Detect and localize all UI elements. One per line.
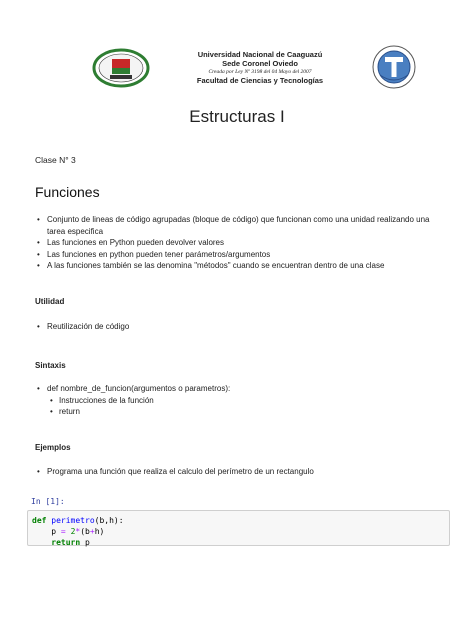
sintaxis-list [35, 383, 230, 418]
campus-name: Sede Coronel Oviedo [222, 58, 298, 68]
code-text: h) [94, 527, 105, 536]
class-number: Clase N° 3 [35, 155, 76, 165]
code-text: p [32, 527, 61, 536]
code-operator: = [60, 527, 66, 536]
list-item: • Conjunto de lineas de código agrupadas (bloque de código) que funcionan como una unidad realizando una tarea especifica [35, 214, 445, 237]
section-heading-funciones: Funciones [35, 184, 100, 200]
creation-note: Creada por Ley Nº 3198 del 04 Mayo del 2007 [208, 69, 312, 75]
code-number: 2 [70, 527, 76, 536]
code-text: (b [80, 527, 90, 536]
list-item: • Las funciones en python pueden tener parámetros/argumentos [35, 249, 445, 261]
code-operator: + [89, 527, 95, 536]
section-heading-sintaxis: Sintaxis [35, 361, 66, 370]
cell-prompt: In [1]: [31, 497, 65, 506]
university-logo [92, 48, 150, 88]
university-name: Universidad Nacional de Caaguazú [197, 50, 323, 59]
page-title: Estructuras I [189, 107, 285, 126]
section-heading-utilidad: Utilidad [35, 297, 65, 306]
faculty-name: Facultad de Ciencias y Tecnologías [196, 75, 324, 85]
code-cell[interactable] [27, 510, 450, 546]
ejemplos-list [35, 466, 314, 478]
list-item: • def nombre_de_funcion(argumentos o parametros): [35, 383, 230, 395]
code-keyword: return [32, 538, 81, 547]
document-header [0, 40, 474, 110]
code-function-name: perimetro [51, 516, 95, 525]
code-block [32, 515, 124, 548]
section-heading-ejemplos: Ejemplos [35, 443, 71, 452]
sub-list-item: • return [35, 406, 230, 418]
utilidad-list [35, 321, 129, 333]
list-item: • Las funciones en Python pueden devolver valores [35, 237, 445, 249]
list-item: • A las funciones también se las denomina "métodos" cuando se encuentran dentro de una clase [35, 260, 445, 272]
code-text: p [80, 538, 90, 547]
code-keyword: def [32, 516, 47, 525]
code-text: (b,h): [94, 516, 124, 525]
funciones-list [35, 214, 445, 272]
list-item: • Reutilización de código [35, 321, 129, 333]
faculty-logo [372, 45, 416, 89]
sub-list-item: • Instrucciones de la función [35, 395, 230, 407]
code-operator: * [75, 527, 81, 536]
list-item: • Programa una función que realiza el calculo del perímetro de un rectangulo [35, 466, 314, 478]
